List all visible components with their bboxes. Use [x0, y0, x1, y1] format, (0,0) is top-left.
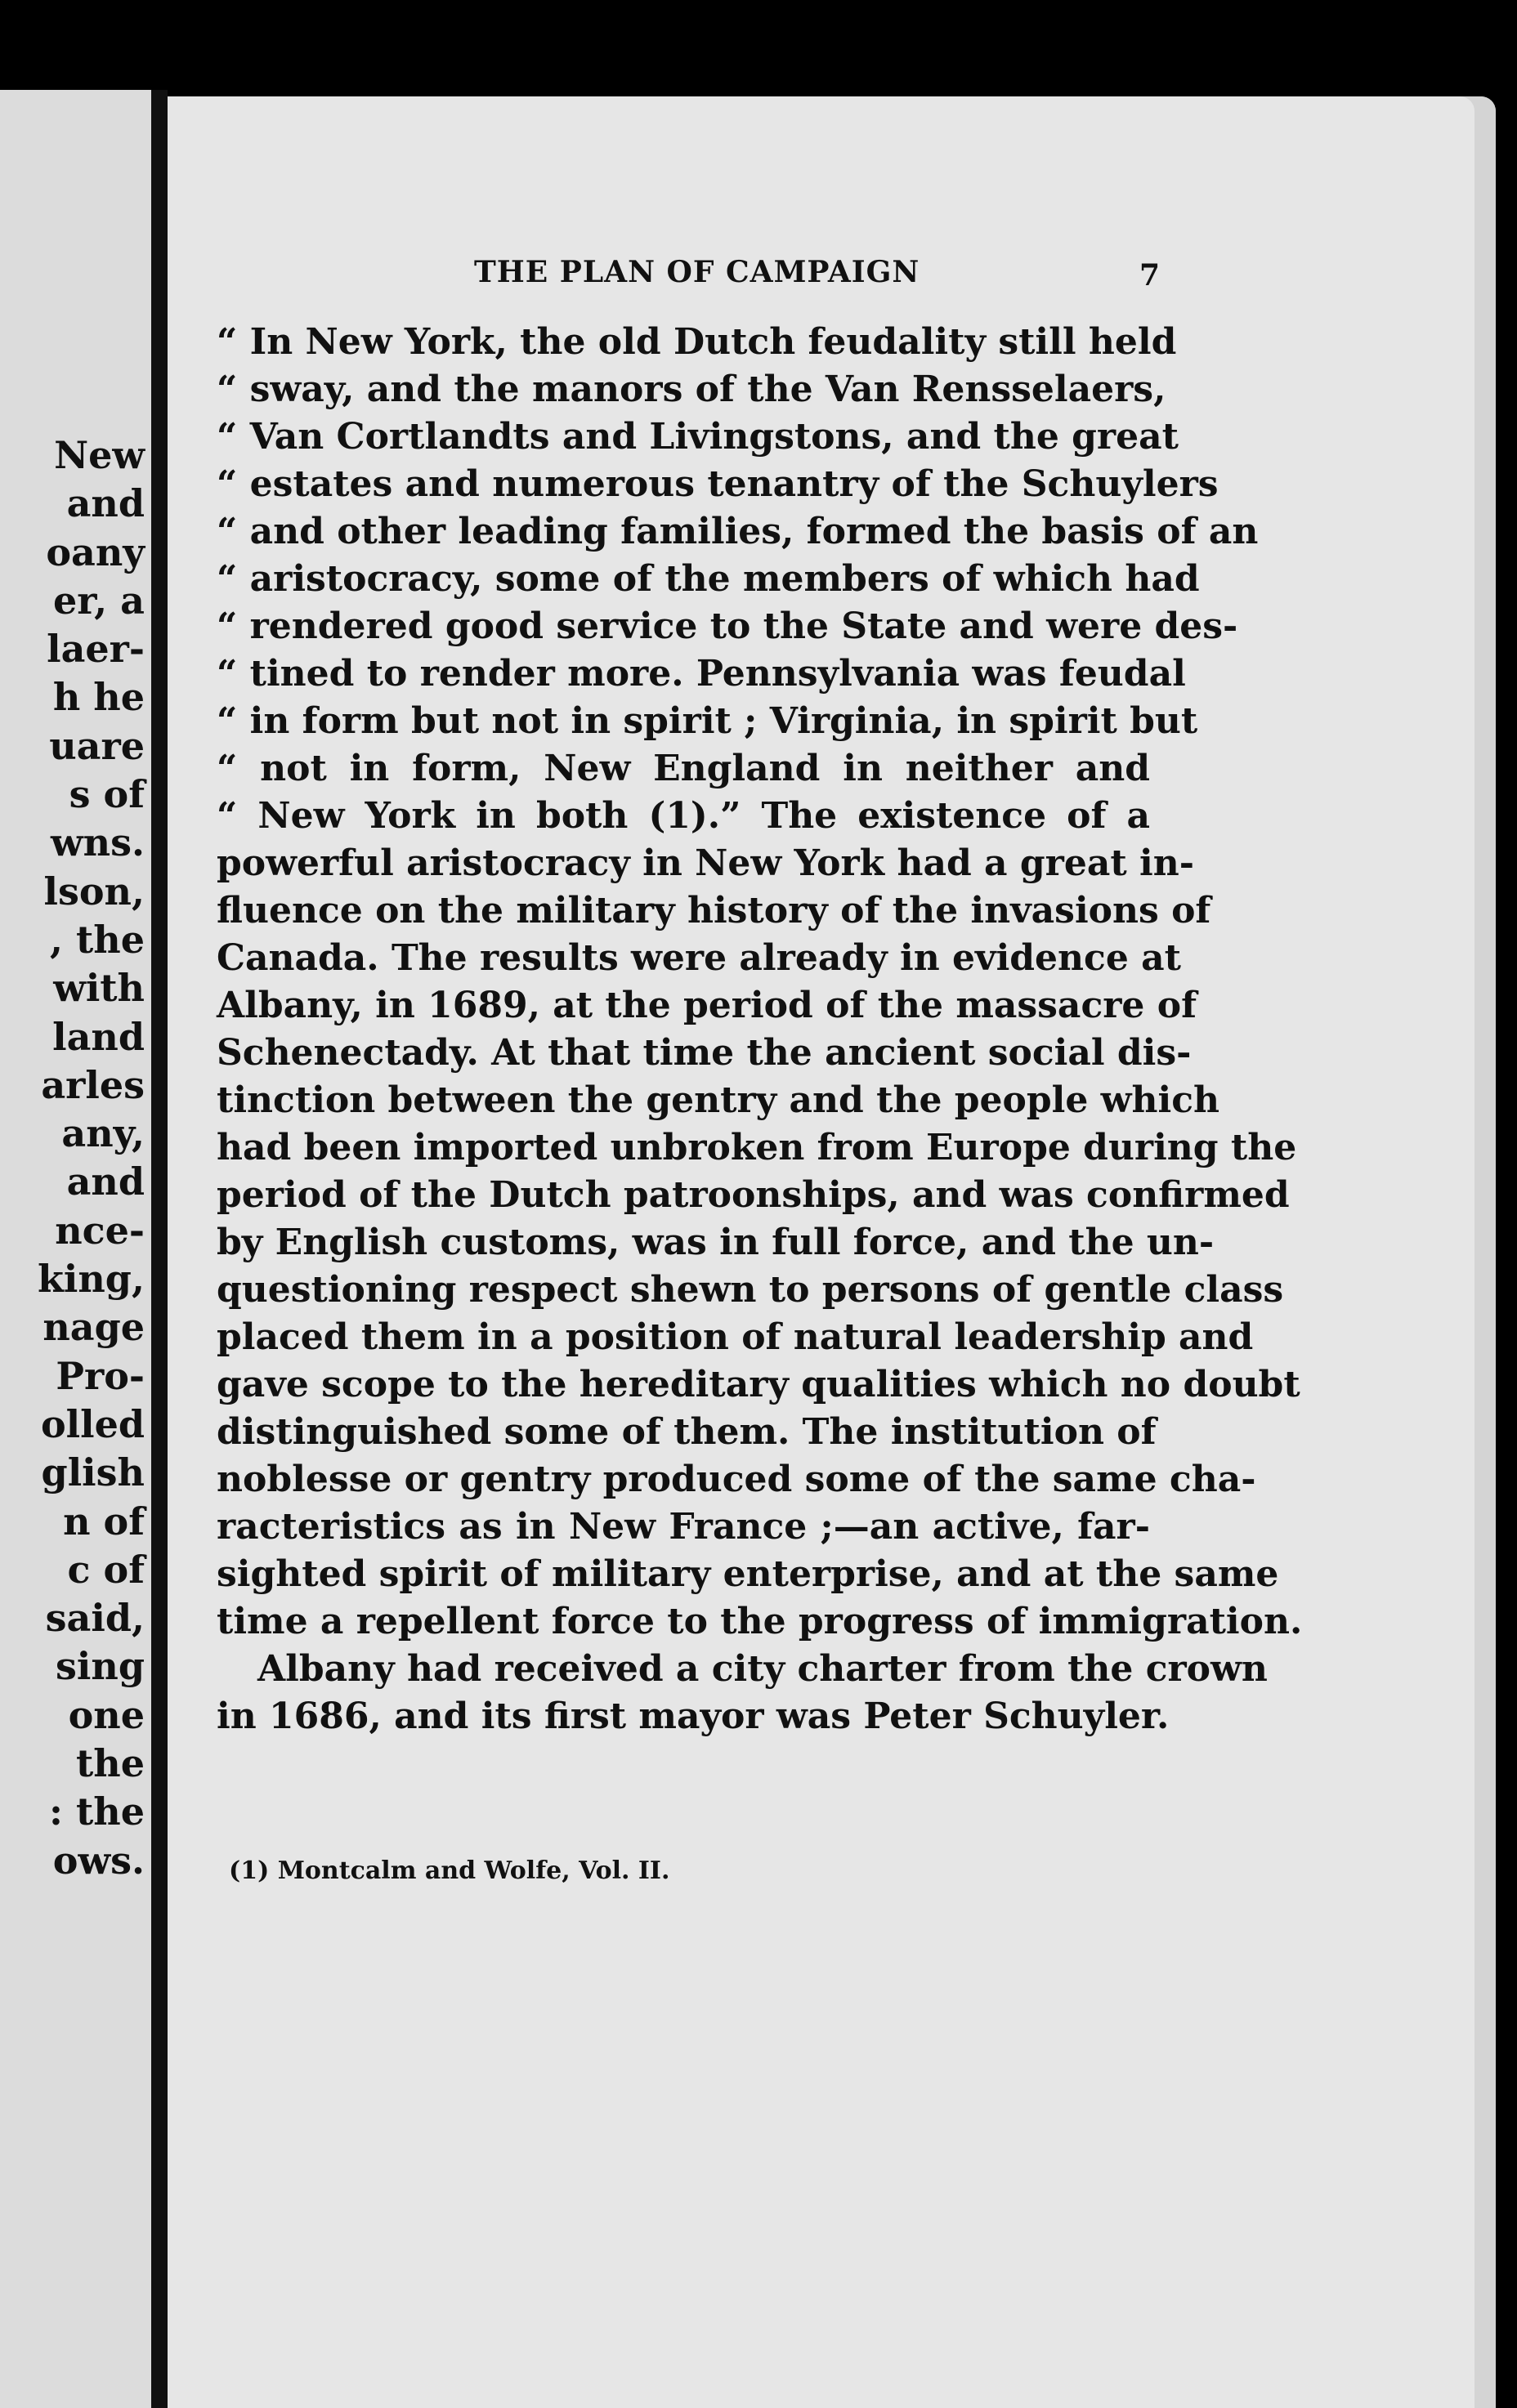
left-page-line: lson,	[43, 869, 145, 914]
left-page-line: laer-	[47, 627, 145, 672]
left-page-line: sing	[56, 1644, 145, 1689]
left-page-line: New	[54, 433, 145, 477]
body-line: placed them in a position of natural leadership and	[217, 1316, 1254, 1358]
body-line: “ In New York, the old Dutch feudality still held	[217, 321, 1177, 363]
body-line: noblesse or gentry produced some of the same cha-	[217, 1459, 1256, 1500]
body-line: tinction between the gentry and the people which	[217, 1079, 1220, 1121]
left-page-line: and	[66, 481, 145, 526]
book-gutter	[151, 90, 168, 2408]
left-page-line: oany	[46, 529, 145, 574]
left-page-line: er, a	[53, 578, 145, 623]
body-line: “ aristocracy, some of the members of which had	[217, 558, 1200, 600]
body-line: by English customs, was in full force, and the un-	[217, 1222, 1215, 1263]
left-page-line: one	[68, 1692, 145, 1737]
body-line: Albany had received a city charter from the crown	[257, 1648, 1268, 1690]
left-page-line: the	[76, 1741, 145, 1786]
body-line: “ sway, and the manors of the Van Rensselaers,	[217, 369, 1166, 410]
left-page-line: s of	[69, 772, 145, 817]
body-line: “ not in form, New England in neither and	[217, 748, 1150, 789]
body-line: fluence on the military history of the invasions of	[217, 890, 1211, 931]
body-line: “ Van Cortlandts and Livingstons, and the great	[217, 416, 1179, 458]
body-line: questioning respect shewn to persons of gentle class	[217, 1269, 1284, 1311]
left-page-line: , the	[50, 917, 145, 962]
left-page-line: olled	[40, 1401, 145, 1446]
body-line: powerful aristocracy in New York had a great in-	[217, 842, 1194, 884]
body-line: racteristics as in New France ;—an active, far-	[217, 1506, 1150, 1548]
body-line: had been imported unbroken from Europe during the	[217, 1127, 1297, 1168]
body-line: in 1686, and its first mayor was Peter Schuyler.	[217, 1695, 1170, 1737]
body-line: sighted spirit of military enterprise, and at the same	[217, 1553, 1279, 1595]
left-page-line: arles	[41, 1062, 145, 1107]
body-text	[217, 319, 1303, 1740]
left-page-line: with	[53, 966, 145, 1011]
left-page-line: Pro-	[56, 1353, 145, 1398]
left-page-line: any,	[61, 1111, 145, 1156]
left-page-line: : the	[49, 1789, 145, 1834]
left-page-line: glish	[41, 1450, 145, 1495]
body-line: “ and other leading families, formed the basis of an	[217, 511, 1259, 552]
body-line: period of the Dutch patroonships, and was confirmed	[217, 1174, 1290, 1216]
left-page-line: and	[66, 1159, 145, 1204]
left-page-line: wns.	[51, 820, 145, 865]
left-page-line: nage	[43, 1305, 145, 1350]
left-page-line: nce-	[55, 1208, 145, 1253]
left-page-line: land	[52, 1014, 145, 1059]
body-line: “ estates and numerous tenantry of the Schuylers	[217, 463, 1219, 505]
body-line: distinguished some of them. The institution of	[217, 1411, 1157, 1453]
left-page-line: said,	[45, 1596, 145, 1641]
body-line: time a repellent force to the progress of immigration.	[217, 1601, 1303, 1642]
body-line: “ rendered good service to the State and were des-	[217, 605, 1238, 647]
footnote: (1) Montcalm and Wolfe, Vol. II.	[229, 1856, 670, 1885]
body-line: “ in form but not in spirit ; Virginia, in spirit but	[217, 700, 1198, 742]
left-page-line: ows.	[52, 1838, 145, 1883]
body-line: gave scope to the hereditary qualities which no doubt	[217, 1364, 1300, 1405]
body-line: “ tined to render more. Pennsylvania was feudal	[217, 653, 1186, 695]
running-head-title: THE PLAN OF CAMPAIGN	[474, 255, 920, 289]
body-line: Albany, in 1689, at the period of the massacre of	[217, 985, 1197, 1026]
body-line: Canada. The results were already in evidence at	[217, 937, 1181, 979]
left-page-line: uare	[49, 723, 145, 768]
left-page-line: n of	[63, 1499, 145, 1544]
left-page-line: h he	[52, 675, 145, 720]
left-page-line: king,	[38, 1257, 145, 1302]
left-page-text	[0, 431, 145, 1885]
page-number: 7	[1139, 258, 1161, 293]
left-page	[0, 90, 151, 2408]
body-line: “ New York in both (1).” The existence of a	[217, 795, 1150, 837]
left-page-line: c of	[67, 1547, 145, 1592]
body-line: Schenectady. At that time the ancient social dis-	[217, 1032, 1192, 1074]
